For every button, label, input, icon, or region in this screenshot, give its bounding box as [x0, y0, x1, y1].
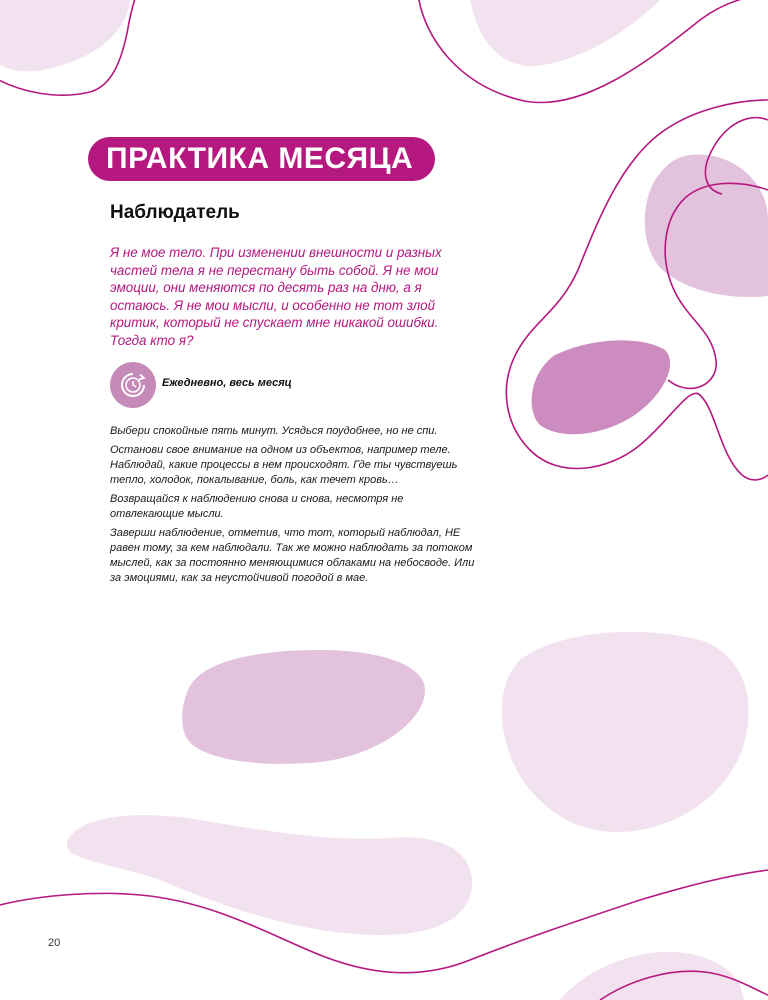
practice-title: Наблюдатель [110, 202, 240, 223]
intro-quote: Я не мое тело. При изменении внешности и разных частей тела я не перестану быть собой. Я не мои эмоции, они меняются по десять раз на дню, а я остаюсь. Я не мои мысли, и особенно не тот злой критик, который не спускает мне никакой ошибки. Тогда кто я? [110, 245, 442, 348]
instruction-paragraph: Останови свое внимание на одном из объектов, например теле. Наблюдай, какие процессы в нем происходят. Где ты чувствуешь тепло, холодок, покалывание, боль, как течет кровь… [110, 444, 458, 486]
page-number: 20 [48, 937, 61, 949]
schedule-row [110, 362, 410, 408]
clock-icon [110, 362, 156, 408]
schedule-label: Ежедневно, весь месяц [162, 377, 292, 389]
instruction-paragraph: Выбери спокойные пять минут. Усядься поудобнее, но не спи. [110, 425, 438, 437]
instruction-paragraph: Возвращайся к наблюдению снова и снова, несмотря не отвлекающие мысли. [110, 493, 404, 520]
instruction-paragraph: Заверши наблюдение, отметив, что тот, который наблюдал, НЕ равен тому, за кем наблюдали. Так же можно наблюдать за потоком мыслей, как за постоянно меняющимися облаками на небосводе. Или за эмоциями, как за неустойчивой погодой в мае. [110, 527, 475, 584]
instructions [110, 424, 480, 590]
section-banner: ПРАКТИКА МЕСЯЦА [88, 137, 435, 181]
